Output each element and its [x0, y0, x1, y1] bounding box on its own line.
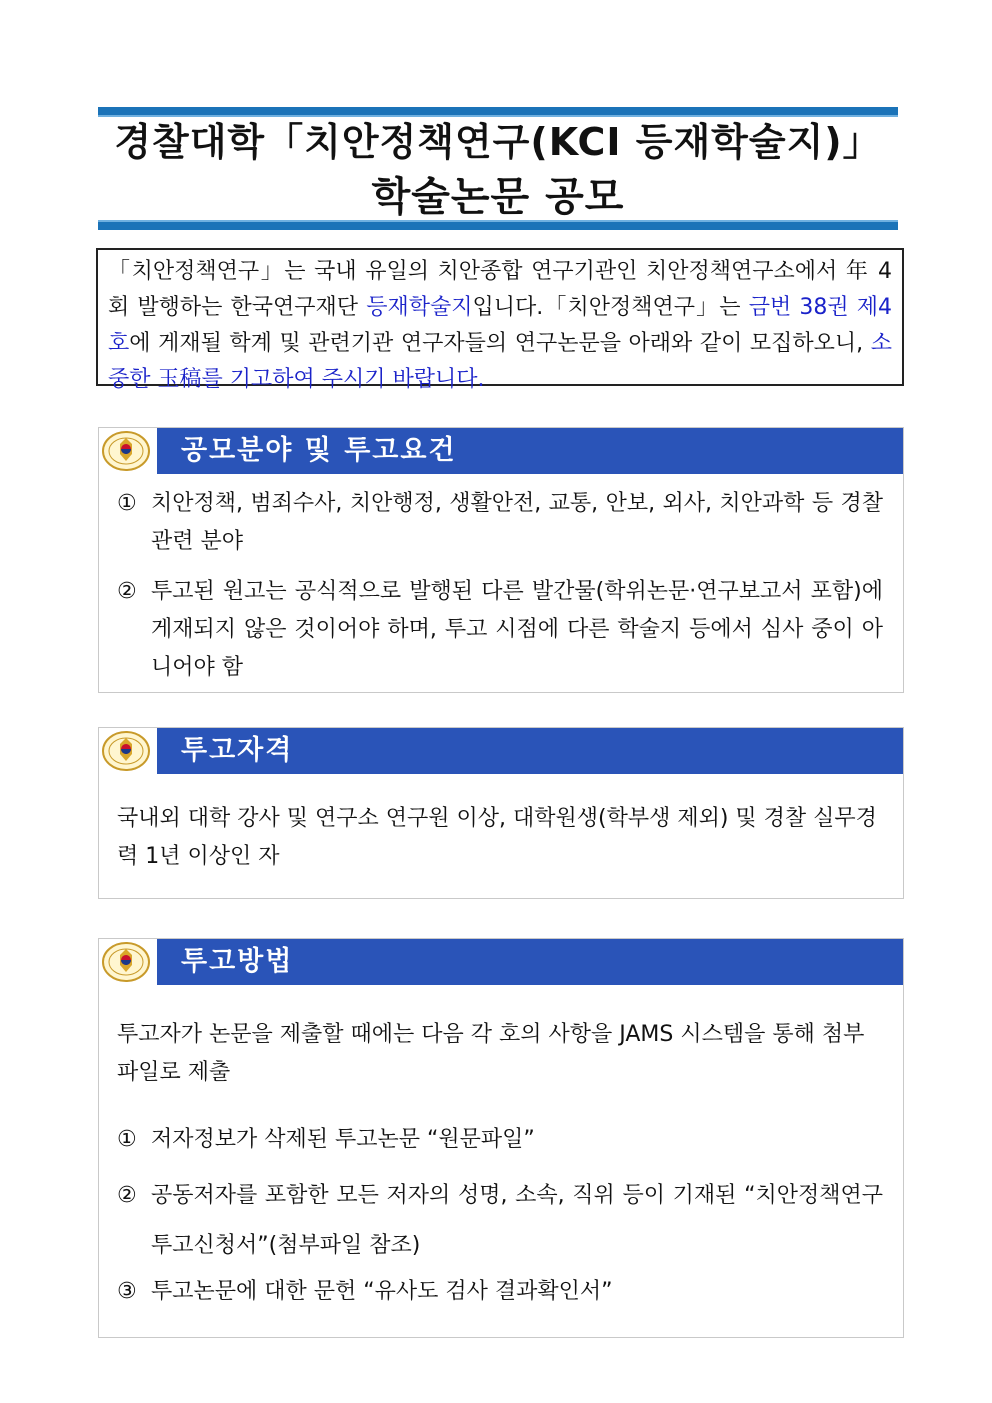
item-number: ②: [117, 579, 137, 604]
section-title: 공모분야 및 투고요건: [181, 435, 457, 466]
list-item: [117, 1171, 883, 1271]
item-text: 투고된 원고는 공식적으로 발행된 다른 발간물(학위논문·연구보고서 포함)에 게재되지 않은 것이어야 하며, 투고 시점에 다른 학술지 등에서 심사 중이 아니어야 함: [151, 579, 883, 680]
intro-text-2: 입니다.「치안정책연구」는: [472, 295, 749, 320]
section-title: 투고방법: [181, 946, 294, 977]
item-text: 치안정책, 범죄수사, 치안행정, 생활안전, 교통, 안보, 외사, 치안과학 등 경찰관련 분야: [151, 491, 883, 554]
item-number: ③: [117, 1279, 137, 1304]
police-emblem-icon: [101, 730, 151, 772]
page-subtitle: 학술논문 공모: [371, 174, 625, 220]
section-header: [99, 728, 903, 774]
intro-box: [96, 248, 904, 392]
intro-highlight-request: 소중한 玉稿를 기고하여 주시기 바랍니다.: [108, 331, 892, 392]
list-item: [117, 1273, 883, 1311]
item-number: ②: [117, 1183, 137, 1208]
intro-highlight-journal: 등재학술지: [366, 295, 473, 320]
intro-text-1: 「치안정책연구」는 국내 유일의 치안종합 연구기관인 치안정책연구소에서 年 4회 발행하는 한국연구재단: [108, 259, 892, 320]
section-eligibility: [98, 727, 904, 899]
item-text: 공동저자를 포함한 모든 저자의 성명, 소속, 직위 등이 기재된 “치안정책연구 투고신청서”(첨부파일 참조): [151, 1183, 883, 1258]
section-header: [99, 428, 903, 474]
intro-text-3: 에 게재될 학계 및 관련기관 연구자들의 연구논문을 아래와 같이 모집하오니,: [129, 331, 871, 356]
page-title: 경찰대학「치안정책연구(KCI 등재학술지)」: [114, 120, 882, 164]
section-field-requirements: [98, 427, 904, 693]
list-item: [117, 573, 883, 687]
title-top-rule: [98, 107, 898, 115]
section-submission-method: [98, 938, 904, 1338]
police-emblem-icon: [101, 430, 151, 472]
item-number: ①: [117, 1127, 137, 1152]
police-emblem-icon: [101, 941, 151, 983]
section-title: 투고자격: [181, 735, 294, 766]
intro-highlight-issue: 금번 38권 제4호: [108, 295, 892, 356]
list-item: [117, 1121, 883, 1159]
submission-intro-text: 투고자가 논문을 제출할 때에는 다음 각 호의 사항을 JAMS 시스템을 통해 첨부파일로 제출: [117, 1022, 865, 1085]
item-text: 투고논문에 대한 문헌 “유사도 검사 결과확인서”: [151, 1279, 613, 1304]
section-header: [99, 939, 903, 985]
list-item: [117, 485, 883, 561]
eligibility-text: 국내외 대학 강사 및 연구소 연구원 이상, 대학원생(학부생 제외) 및 경찰 실무경력 1년 이상인 자: [117, 806, 877, 869]
title-bottom-rule: [98, 222, 898, 230]
item-number: ①: [117, 491, 137, 516]
title-top-rule-thin: [98, 115, 898, 117]
item-text: 저자정보가 삭제된 투고논문 “원문파일”: [151, 1127, 535, 1152]
